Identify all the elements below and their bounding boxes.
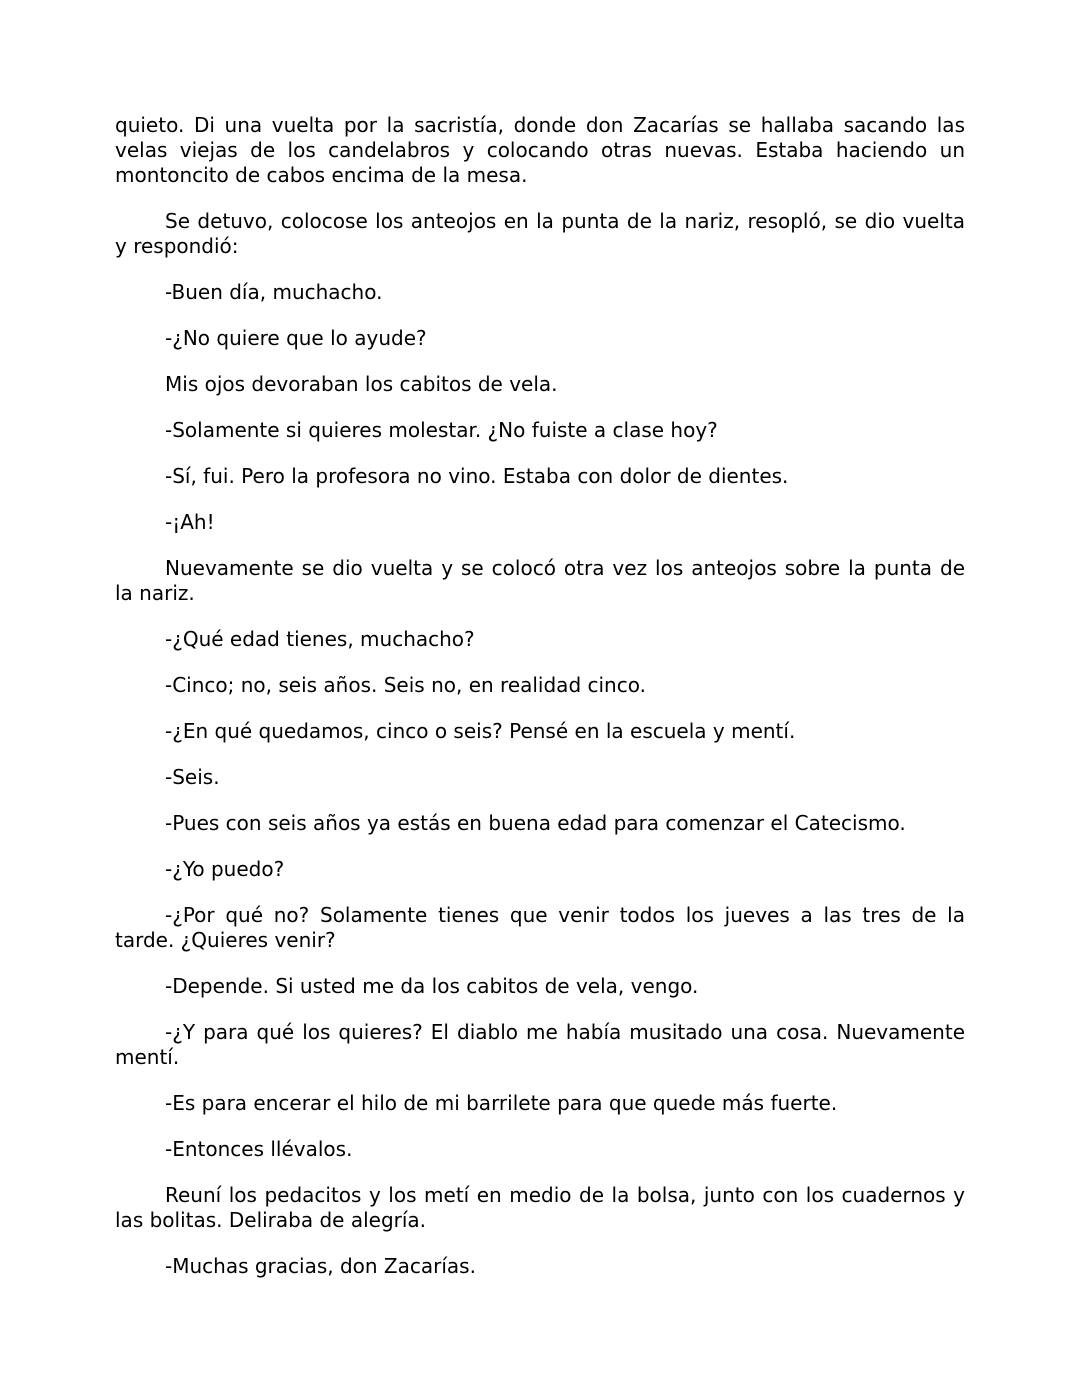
paragraph: -¿Yo puedo? (165, 857, 285, 881)
paragraph: -¡Ah! (165, 510, 215, 534)
paragraph: -¿Qué edad tienes, muchacho? (165, 627, 475, 651)
paragraph: Se detuvo, colocose los anteojos en la punta de la nariz, resopló, se dio vuelta y respondió: (115, 209, 965, 258)
paragraph: -Pues con seis años ya estás en buena edad para comenzar el Catecismo. (165, 811, 906, 835)
paragraph: -Solamente si quieres molestar. ¿No fuiste a clase hoy? (165, 418, 718, 442)
paragraph: Nuevamente se dio vuelta y se colocó otra vez los anteojos sobre la punta de la nariz. (115, 556, 965, 605)
paragraph: -¿Y para qué los quieres? El diablo me había musitado una cosa. Nuevamente mentí. (115, 1020, 965, 1069)
document-page (115, 113, 965, 1300)
paragraph: -Seis. (165, 765, 220, 789)
paragraph: -Muchas gracias, don Zacarías. (165, 1254, 476, 1278)
paragraph: -Depende. Si usted me da los cabitos de vela, vengo. (165, 974, 699, 998)
paragraph: Reuní los pedacitos y los metí en medio de la bolsa, junto con los cuadernos y las bolitas. Deliraba de alegría. (115, 1183, 965, 1232)
paragraph: quieto. Di una vuelta por la sacristía, donde don Zacarías se hallaba sacando las velas viejas de los candelabros y colocando otras nuevas. Estaba haciendo un montoncito de cabos encima de la mesa. (115, 113, 965, 187)
paragraph: -Entonces llévalos. (165, 1137, 353, 1161)
paragraph: Mis ojos devoraban los cabitos de vela. (165, 372, 558, 396)
paragraph: -Sí, fui. Pero la profesora no vino. Estaba con dolor de dientes. (165, 464, 789, 488)
paragraph: -¿Por qué no? Solamente tienes que venir todos los jueves a las tres de la tarde. ¿Quieres venir? (115, 903, 965, 952)
paragraph: -¿No quiere que lo ayude? (165, 326, 427, 350)
paragraph: -Buen día, muchacho. (165, 280, 383, 304)
paragraph: -Es para encerar el hilo de mi barrilete para que quede más fuerte. (165, 1091, 838, 1115)
paragraph: -Cinco; no, seis años. Seis no, en realidad cinco. (165, 673, 646, 697)
paragraph: -¿En qué quedamos, cinco o seis? Pensé en la escuela y mentí. (165, 719, 796, 743)
